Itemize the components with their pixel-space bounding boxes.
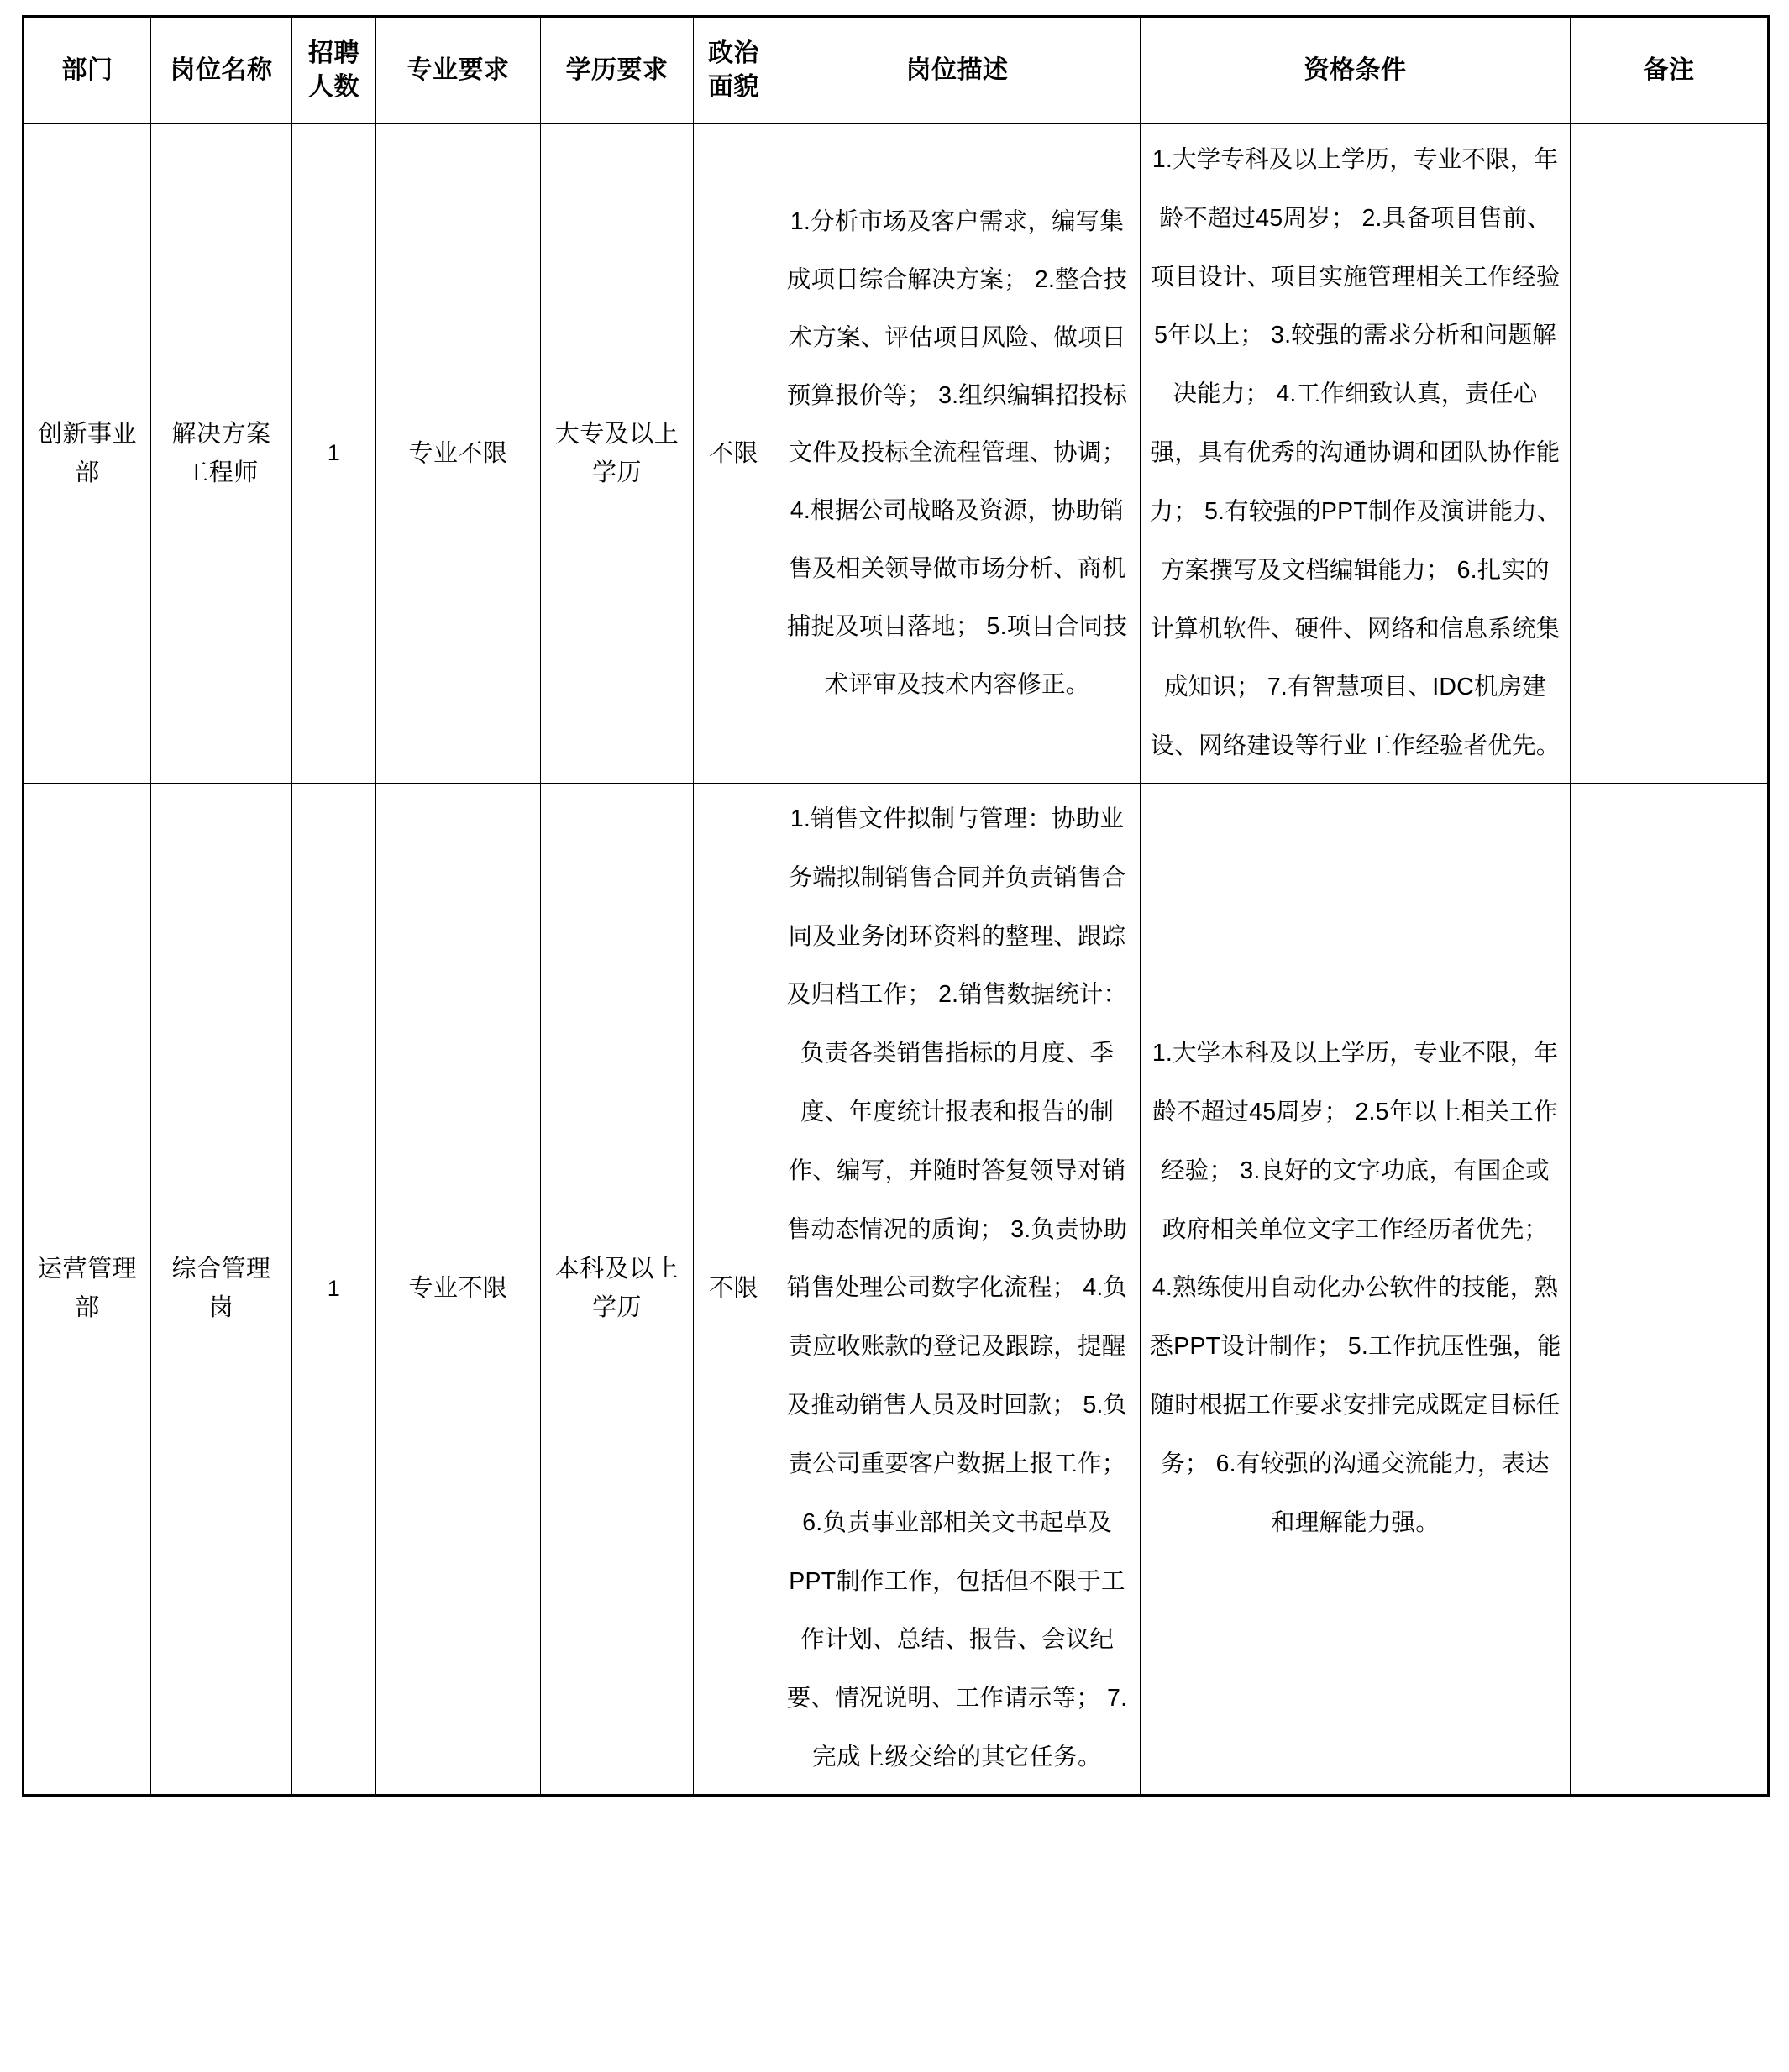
- column-header-count-label-line1: 招聘: [308, 39, 359, 68]
- table-row: [24, 783, 1769, 1795]
- column-header-position: [151, 17, 292, 124]
- column-header-education: [541, 17, 694, 124]
- cell-department: 运营管理部: [24, 783, 151, 1795]
- column-header-major: [376, 17, 541, 124]
- cell-remark: [1571, 124, 1769, 784]
- cell-description: [774, 124, 1141, 784]
- cell-position: 解决方案工程师: [151, 124, 292, 784]
- cell-count: 1: [292, 783, 376, 1795]
- column-header-count-label-line2: 人数: [308, 73, 359, 101]
- header-row: [24, 17, 1769, 124]
- qualification-text: 1.大学本科及以上学历，专业不限，年龄不超过45周岁； 2.5年以上相关工作经验； 3.良好的文字功底，有国企或政府相关单位文字工作经历者优先； 4.熟练使用自动化办公软件的技能，熟悉PPT设计制作； 5.工作抗压性强，能随时根据工作要求安排完成既定目标任务； 6.有较强的沟通交流能力，表达和理解能力强。: [1149, 1040, 1561, 1536]
- column-header-political: [694, 17, 774, 124]
- column-header-qualification-label: 资格条件: [1304, 56, 1407, 85]
- table-body: [24, 124, 1769, 1796]
- recruitment-table: [22, 15, 1770, 1797]
- cell-political: 不限: [694, 783, 774, 1795]
- cell-department: 创新事业部: [24, 124, 151, 784]
- column-header-education-label: 学历要求: [565, 56, 669, 85]
- cell-major: 专业不限: [376, 783, 541, 1795]
- qualification-text: 1.大学专科及以上学历，专业不限，年龄不超过45周岁； 2.具备项目售前、项目设计、项目实施管理相关工作经验5年以上； 3.较强的需求分析和问题解决能力； 4.工作细致认真，责任心强，具有优秀的沟通协调和团队协作能力； 5.有较强的PPT制作及演讲能力、方案撰写及文档编辑能力； 6.扎实的计算机软件、硬件、网络和信息系统集成知识； 7.有智慧项目、IDC机房建设、网络建设等行业工作经验者优先。: [1149, 146, 1561, 760]
- cell-qualification: [1141, 783, 1571, 1795]
- description-text: 1.分析市场及客户需求，编写集成项目综合解决方案； 2.整合技术方案、评估项目风险、做项目预算报价等； 3.组织编辑招投标文件及投标全流程管理、协调； 4.根据公司战略及资源，协助销售及相关领导做市场分析、商机捕捉及项目落地； 5.项目合同技术评审及技术内容修正。: [786, 207, 1128, 699]
- column-header-description-label: 岗位描述: [905, 56, 1009, 85]
- column-header-political-label-line2: 面貌: [708, 73, 759, 101]
- cell-qualification: [1141, 124, 1571, 784]
- table-header: [24, 17, 1769, 124]
- column-header-remark: [1571, 17, 1769, 124]
- cell-major: 专业不限: [376, 124, 541, 784]
- column-header-major-label: 专业要求: [407, 56, 510, 85]
- column-header-department: [24, 17, 151, 124]
- column-header-description: [774, 17, 1141, 124]
- column-header-political-label-line1: 政治: [708, 39, 759, 68]
- column-header-qualification: [1141, 17, 1571, 124]
- description-text: 1.销售文件拟制与管理：协助业务端拟制销售合同并负责销售合同及业务闭环资料的整理、跟踪及归档工作； 2.销售数据统计：负责各类销售指标的月度、季度、年度统计报表和报告的制作、编写，并随时答复领导对销售动态情况的质询； 3.负责协助销售处理公司数字化流程； 4.负责应收账款的登记及跟踪，提醒及推动销售人员及时回款； 5.负责公司重要客户数据上报工作； 6.负责事业部相关文书起草及PPT制作工作，包括但不限于工作计划、总结、报告、会议纪要、情况说明、工作请示等； 7.完成上级交给的其它任务。: [786, 805, 1128, 1770]
- cell-description: [774, 783, 1141, 1795]
- cell-education: 本科及以上学历: [541, 783, 694, 1795]
- column-header-count: [292, 17, 376, 124]
- table-row: [24, 124, 1769, 784]
- cell-position: 综合管理岗: [151, 783, 292, 1795]
- column-header-remark-label: 备注: [1643, 56, 1695, 85]
- cell-remark: [1571, 783, 1769, 1795]
- cell-education: 大专及以上学历: [541, 124, 694, 784]
- column-header-position-label: 岗位名称: [170, 56, 273, 85]
- cell-political: 不限: [694, 124, 774, 784]
- column-header-department-label: 部门: [61, 56, 113, 85]
- cell-count: 1: [292, 124, 376, 784]
